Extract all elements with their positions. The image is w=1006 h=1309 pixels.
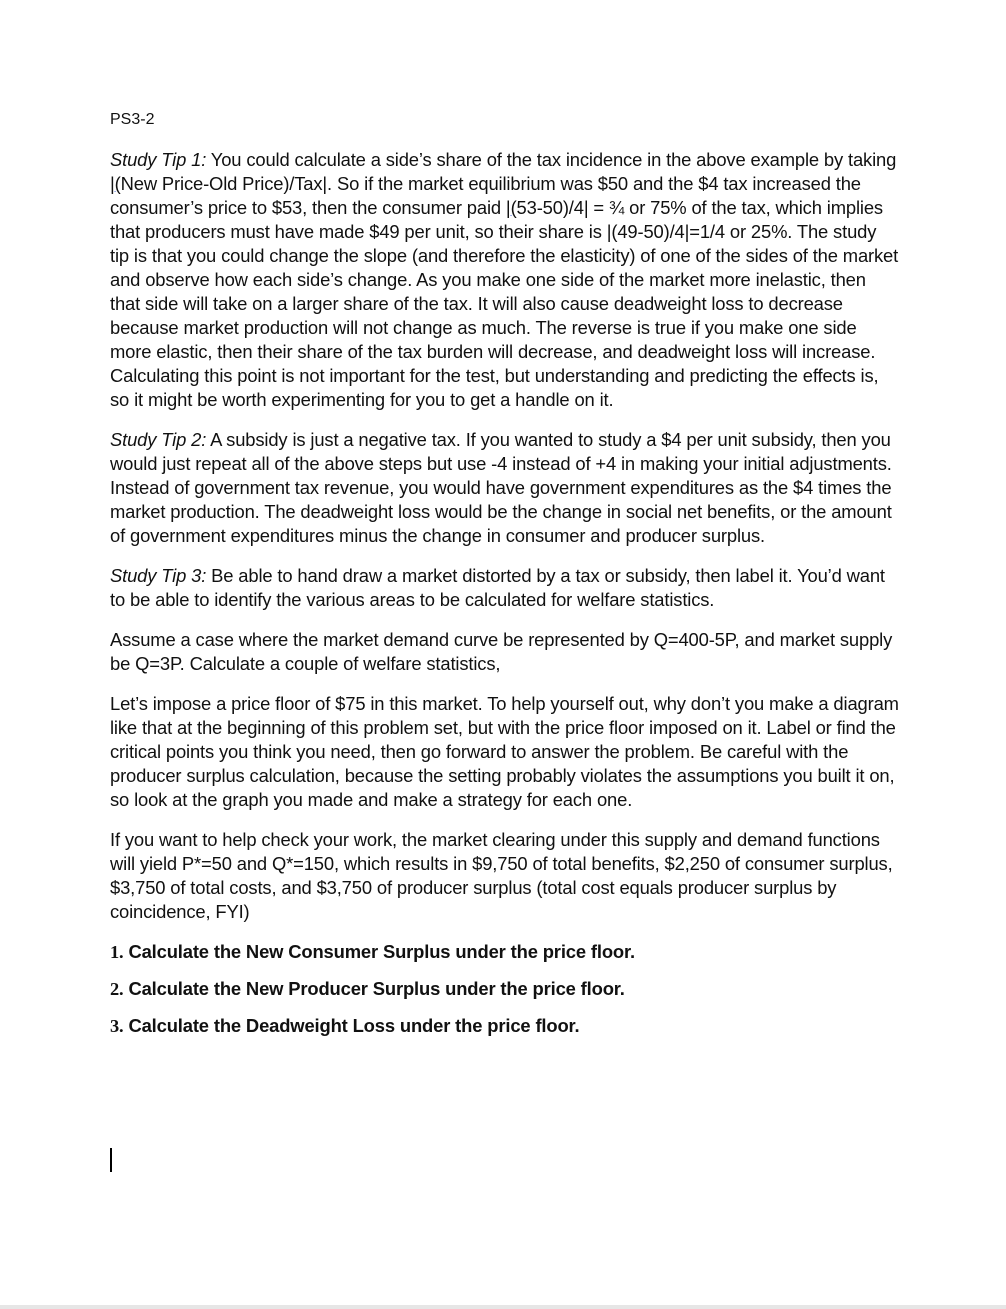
question-3-text: Calculate the Deadweight Loss under the price floor.	[123, 1015, 580, 1036]
study-tip-1-label: Study Tip 1:	[110, 149, 207, 170]
text-cursor	[110, 1148, 112, 1172]
question-3[interactable]	[110, 1014, 900, 1038]
study-tip-3-label: Study Tip 3:	[110, 565, 207, 586]
check-work-paragraph[interactable]: If you want to help check your work, the market clearing under this supply and demand functions will yield P*=50 and Q*=150, which results in $9,750 of total benefits, $2,250 of consumer surplus, $3,750 of total costs, and $3,750 of producer surplus (total cost equals producer surplus by coincidence, FYI)	[110, 829, 893, 922]
study-tip-1-paragraph[interactable]	[110, 148, 900, 412]
study-tip-3-text: Be able to hand draw a market distorted by a tax or subsidy, then label it. You’d want to be able to identify the various areas to be calculated for welfare statistics.	[110, 565, 885, 610]
document-header: PS3-2	[110, 111, 155, 128]
page-bottom-edge	[0, 1305, 1006, 1309]
study-tip-1-marked-paren-1: (	[114, 173, 121, 194]
study-tip-1-marked-paren-2: (	[510, 197, 517, 218]
study-tip-1-text-b: New Price-Old Price)/Tax|. So if the market equilibrium was $50 and the $4 tax increased the consumer’s price to $53, then the consumer paid |	[110, 173, 861, 218]
question-2-text: Calculate the New Producer Surplus under the price floor.	[123, 978, 625, 999]
study-tip-1-text-c: 53-50)/4| = ¾ or 75% of the tax, which implies that producers must have made $49 per unit, so their share is |(49-50)/4|=1/4 or 25%. The study tip is that you could change the slope (and therefore the elasticity) of one of the sides of the market and observe how each side’s change. As you make one side of the market more inelastic, then that side will take on a larger share of the tax. It will also cause deadweight loss to decrease because market production will not change as much. The reverse is true if you make one side more elastic, then their share of the tax burden will decrease, and deadweight loss will increase. Calculating this point is not important for the test, but understanding and predicting the effects is, so it might be worth experimenting for you to get a handle on it.	[110, 197, 899, 410]
question-1-number: 1.	[110, 942, 124, 962]
document-body[interactable]	[110, 108, 900, 1051]
study-tip-1-text-a: You could calculate a side’s share of the tax incidence in the above example by taking |	[110, 149, 897, 194]
question-1-text: Calculate the New Consumer Surplus under the price floor.	[123, 941, 635, 962]
question-1[interactable]	[110, 940, 900, 964]
price-floor-paragraph[interactable]: Let’s impose a price floor of $75 in this market. To help yourself out, why don’t you make a diagram like that at the beginning of this problem set, but with the price floor imposed on it. Label or find the critical points you think you need, then go forward to answer the problem. Be careful with the producer surplus calculation, because the setting probably violates the assumptions you built it on, so look at the graph you made and make a strategy for each one.	[110, 693, 899, 810]
study-tip-2-paragraph[interactable]	[110, 428, 900, 548]
study-tip-3-paragraph[interactable]	[110, 564, 900, 612]
study-tip-2-label: Study Tip 2:	[110, 429, 207, 450]
question-3-number: 3.	[110, 1016, 124, 1036]
assumption-paragraph[interactable]: Assume a case where the market demand curve be represented by Q=400-5P, and market supply be Q=3P. Calculate a couple of welfare statistics,	[110, 629, 893, 674]
study-tip-2-text: A subsidy is just a negative tax. If you wanted to study a $4 per unit subsidy, then you would just repeat all of the above steps but use -4 instead of +4 in making your initial adjustments. Instead of government tax revenue, you would have government expenditures as the $4 times the market production. The deadweight loss would be the change in social net benefits, or the amount of government expenditures minus the change in consumer and producer surplus.	[110, 429, 892, 546]
question-2-number: 2.	[110, 979, 124, 999]
question-2[interactable]	[110, 977, 900, 1001]
